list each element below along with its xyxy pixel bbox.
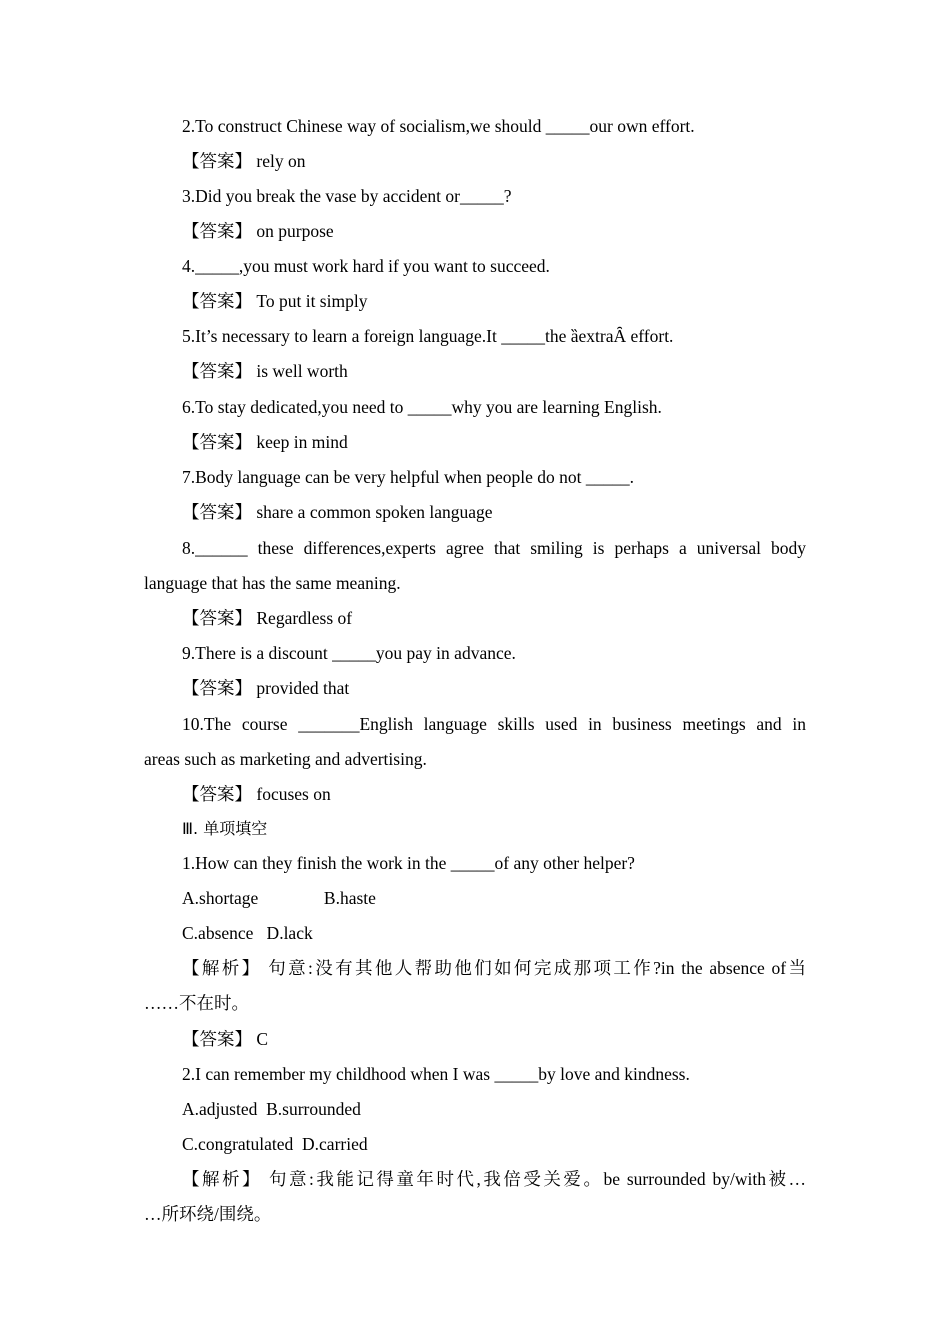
question-2-text: 2.To construct Chinese way of socialism,we should _____our own effort. bbox=[182, 116, 695, 136]
question-7-text: 7.Body language can be very helpful when people do not _____. bbox=[182, 467, 634, 487]
question-3-text: 3.Did you break the vase by accident or_____? bbox=[182, 186, 512, 206]
answer-9: 【答案】 provided that bbox=[182, 678, 350, 698]
answer-10: 【答案】 focuses on bbox=[182, 784, 331, 804]
mc-question-2-options-cd: C.congratulated D.carried bbox=[182, 1134, 368, 1154]
answer-7: 【答案】 share a common spoken language bbox=[182, 502, 493, 522]
answer-2: 【答案】 rely on bbox=[182, 151, 306, 171]
question-8-text-cont: language that has the same meaning. bbox=[144, 573, 401, 593]
answer-3: 【答案】 on purpose bbox=[182, 221, 334, 241]
mc-question-2-text: 2.I can remember my childhood when I was _____by love and kindness. bbox=[182, 1064, 690, 1084]
question-6-text: 6.To stay dedicated,you need to _____why you are learning English. bbox=[182, 397, 662, 417]
mc-question-1-explanation: 【解析】 句意:没有其他人帮助他们如何完成那项工作?in the absence of当 bbox=[182, 958, 806, 978]
mc-question-1-options-cd: C.absence D.lack bbox=[182, 923, 313, 943]
answer-8: 【答案】 Regardless of bbox=[182, 608, 353, 628]
question-5-text: 5.It’s necessary to learn a foreign language.It _____the ȁextraȂ effort. bbox=[182, 326, 674, 346]
question-8-text: 8.______ these differences,experts agree that smiling is perhaps a universal body bbox=[182, 538, 806, 558]
question-10-text: 10.The course _______English language skills used in business meetings and in bbox=[182, 714, 806, 734]
mc-question-1-text: 1.How can they finish the work in the _____of any other helper? bbox=[182, 853, 635, 873]
mc-question-1-explanation-cont: ……不在时。 bbox=[144, 993, 249, 1013]
section-heading: Ⅲ. 单项填空 bbox=[182, 819, 268, 838]
question-10-text-cont: areas such as marketing and advertising. bbox=[144, 749, 427, 769]
question-9-text: 9.There is a discount _____you pay in advance. bbox=[182, 643, 516, 663]
answer-6: 【答案】 keep in mind bbox=[182, 432, 348, 452]
answer-5: 【答案】 is well worth bbox=[182, 361, 348, 381]
mc-question-2-explanation-cont: …所环绕/围绕。 bbox=[144, 1204, 272, 1224]
mc-question-1-options-ab: A.shortage B.haste bbox=[182, 888, 376, 908]
answer-4: 【答案】 To put it simply bbox=[182, 291, 368, 311]
mc-question-2-explanation: 【解析】 句意:我能记得童年时代,我倍受关爱。be surrounded by/with被… bbox=[182, 1169, 806, 1189]
mc-answer-1: 【答案】 C bbox=[182, 1029, 269, 1049]
question-4-text: 4._____,you must work hard if you want to succeed. bbox=[182, 256, 550, 276]
mc-question-2-options-ab: A.adjusted B.surrounded bbox=[182, 1099, 361, 1119]
